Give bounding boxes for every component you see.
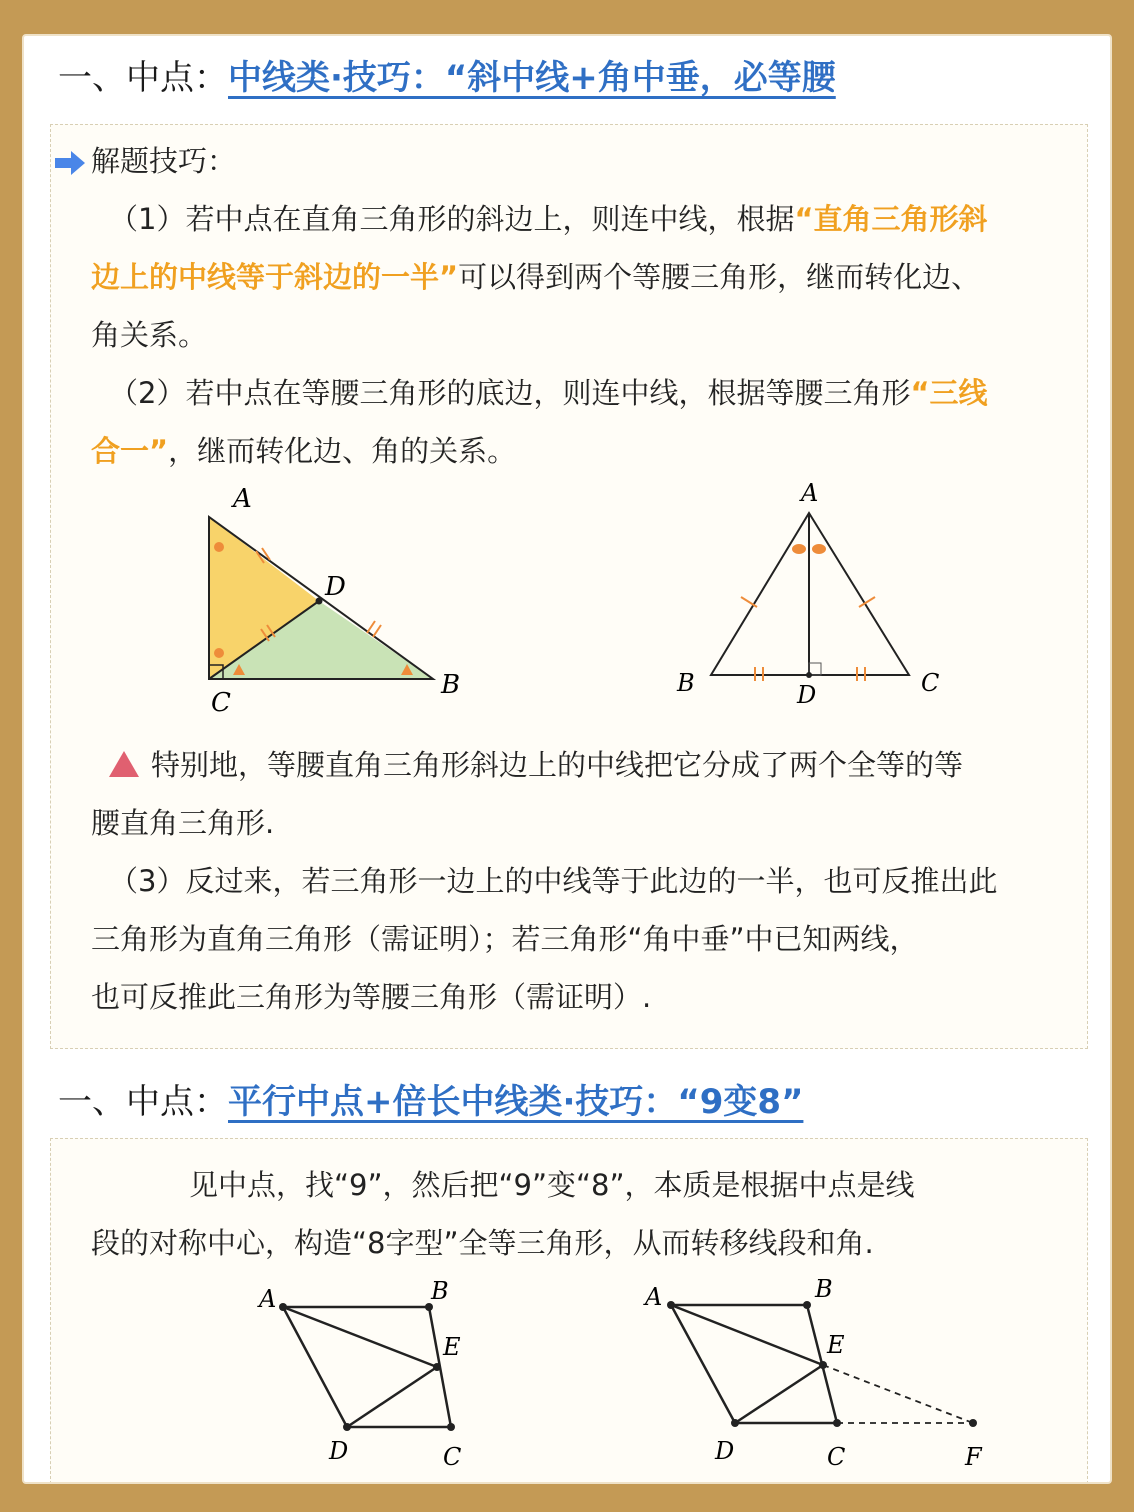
section2-heading (58, 1080, 803, 1124)
section1-heading-prefix: 一、中点： (58, 58, 228, 98)
fig4-label-B: B (815, 1275, 833, 1303)
tip-label: 解题技巧： (91, 144, 237, 178)
warning-triangle-icon (107, 749, 141, 779)
p1-highlight-b: 边上的中线等于斜边的一半” (91, 260, 459, 294)
figure-extended-median (621, 1275, 1031, 1484)
paragraph3-line1: （3）反过来，若三角形一边上的中线等于此边的一半，也可反推出此 (109, 864, 998, 898)
note-line1: 特别地，等腰直角三角形斜边上的中线把它分成了两个全等的等 (151, 748, 964, 782)
arrow-right-icon (53, 149, 87, 177)
figure-right-triangle (171, 487, 491, 717)
section2-heading-title: 平行中点+倍长中线类·技巧：“9变8” (228, 1082, 804, 1122)
paragraph2-line2 (91, 431, 516, 471)
figure-midpoint-quadrilateral (231, 1279, 501, 1484)
section1-heading (58, 56, 836, 100)
section2-line2: 段的对称中心，构造“8字型”全等三角形，从而转移线段和角. (91, 1226, 874, 1260)
fig3-label-B: B (431, 1279, 449, 1305)
fig1-label-C: C (211, 688, 231, 717)
fig2-label-D: D (797, 681, 817, 709)
fig2-label-A: A (801, 481, 819, 507)
fig3-label-C: C (443, 1443, 462, 1471)
fig4-label-D: D (715, 1437, 735, 1465)
p1-highlight-a: “直角三角形斜 (794, 202, 988, 236)
p1-text-b: 可以得到两个等腰三角形，继而转化边、 (458, 260, 981, 294)
figure-isosceles-triangle (671, 481, 981, 721)
fig2-label-B: B (677, 669, 695, 697)
fig3-label-E: E (443, 1333, 461, 1361)
paragraph2-line1 (109, 373, 988, 413)
note-line2: 腰直角三角形. (91, 806, 275, 840)
section2-heading-prefix: 一、中点： (58, 1082, 228, 1122)
p2-highlight-a: “三线 (910, 376, 988, 410)
fig1-label-D: D (325, 572, 346, 602)
section1-box (50, 124, 1088, 1049)
paragraph1-line3: 角关系。 (91, 318, 208, 352)
fig2-label-C: C (921, 669, 940, 697)
p2-text-a: （2）若中点在等腰三角形的底边，则连中线，根据等腰三角形 (109, 376, 911, 410)
section1-heading-title: 中线类·技巧：“斜中线+角中垂，必等腰 (228, 58, 836, 98)
section2-box (50, 1138, 1088, 1484)
paragraph1-line1 (109, 199, 988, 239)
fig1-label-A: A (233, 487, 252, 514)
p1-text-a: （1）若中点在直角三角形的斜边上，则连中线，根据 (109, 202, 795, 236)
section2-line1: 见中点，找“9”，然后把“9”变“8”，本质是根据中点是线 (189, 1168, 915, 1202)
paragraph1-line2 (91, 257, 980, 297)
p2-highlight-b: 合一” (91, 434, 169, 468)
p2-text-b: ，继而转化边、角的关系。 (168, 434, 517, 468)
fig4-label-A: A (645, 1283, 663, 1311)
fig4-label-C: C (827, 1443, 846, 1471)
page (22, 34, 1112, 1484)
paragraph3-line2: 三角形为直角三角形（需证明）；若三角形“角中垂”中已知两线， (91, 922, 919, 956)
fig1-label-B: B (441, 670, 461, 700)
fig4-label-F: F (965, 1443, 982, 1471)
fig3-label-A: A (259, 1285, 277, 1313)
fig3-label-D: D (329, 1437, 349, 1465)
fig4-label-E: E (827, 1331, 845, 1359)
paragraph3-line3: 也可反推此三角形为等腰三角形（需证明）. (91, 980, 652, 1014)
